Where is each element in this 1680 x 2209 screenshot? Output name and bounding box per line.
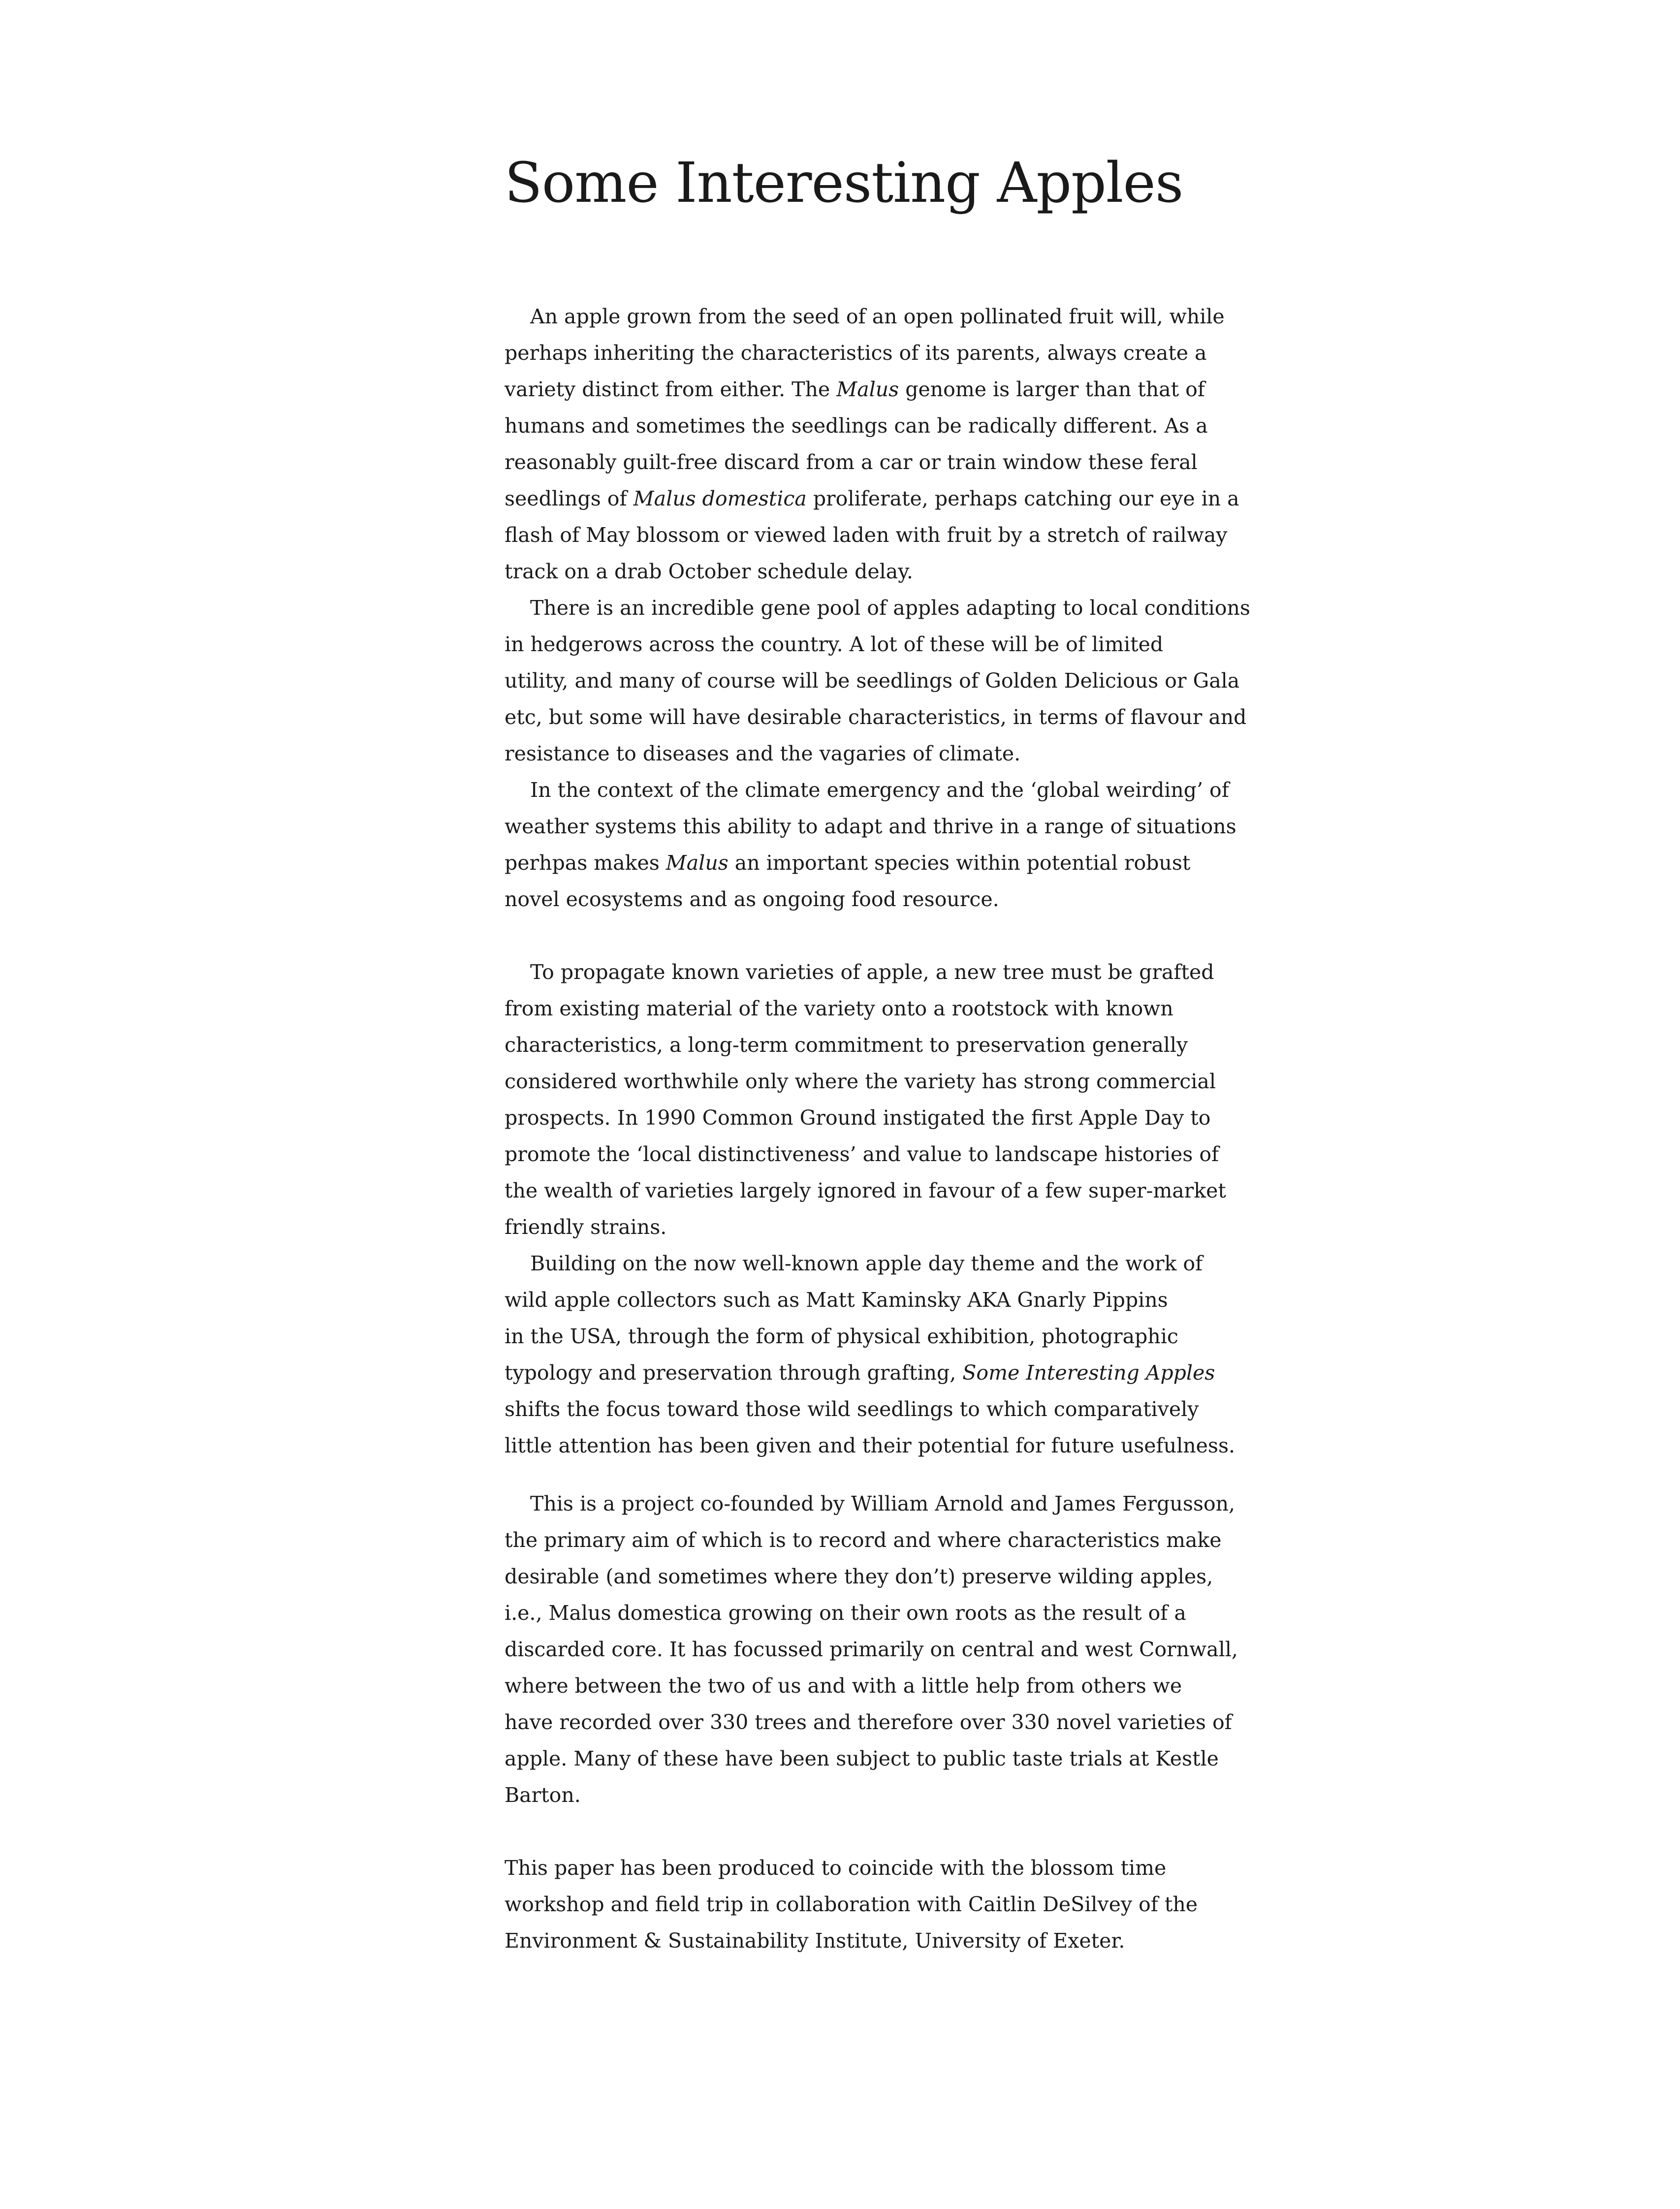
text-line: In the context of the climate emergency and the ‘global weirding’ of <box>530 778 1229 802</box>
text-line: prospects. In 1990 Common Ground instigated the first Apple Day to <box>505 1106 1211 1130</box>
text-line: in hedgerows across the country. A lot of these will be of limited <box>505 632 1164 656</box>
text-line: shifts the focus toward those wild seedlings to which comparatively <box>505 1397 1199 1421</box>
text-line: An apple grown from the seed of an open pollinated fruit will, while <box>530 305 1225 328</box>
text-line <box>505 1355 1215 1391</box>
paragraph-1 <box>505 298 1239 590</box>
paragraph-5 <box>505 1245 1236 1464</box>
text-line: the primary aim of which is to record and where characteristics make <box>505 1528 1222 1552</box>
text-line: track on a drab October schedule delay. <box>505 560 913 583</box>
text-line: workshop and field trip in collaboration with Caitlin DeSilvey of the <box>505 1893 1198 1916</box>
text-line: from existing material of the variety onto a rootstock with known <box>505 997 1173 1020</box>
text-line: i.e., Malus domestica growing on their own roots as the result of a <box>505 1601 1186 1625</box>
paragraph-gap <box>505 1813 1204 1850</box>
text-line: characteristics, a long-term commitment to preservation generally <box>505 1033 1188 1057</box>
text-line: etc, but some will have desirable characteristics, in terms of flavour and <box>505 705 1247 729</box>
italic-term: Malus <box>836 378 899 401</box>
text-line: wild apple collectors such as Matt Kaminsky AKA Gnarly Pippins <box>505 1288 1168 1312</box>
text-line: promote the ‘local distinctiveness’ and value to landscape histories of <box>505 1142 1219 1166</box>
text-line: There is an incredible gene pool of apples adapting to local conditions <box>530 596 1250 620</box>
paragraph-gap <box>505 1464 1204 1485</box>
text-line: considered worthwhile only where the variety has strong commercial <box>505 1070 1216 1093</box>
text-line: flash of May blossom or viewed laden with fruit by a stretch of railway <box>505 523 1228 547</box>
paragraph-6 <box>505 1485 1238 1813</box>
text-run: an important species within potential robust <box>728 851 1191 875</box>
paragraph-4 <box>505 954 1226 1245</box>
text-run: genome is larger than that of <box>899 378 1205 401</box>
text-line: resistance to diseases and the vagaries of climate. <box>505 742 1021 765</box>
text-line: friendly strains. <box>505 1215 667 1239</box>
paragraph-2 <box>505 590 1250 772</box>
text-line: reasonably guilt-free discard from a car or train window these feral <box>505 450 1198 474</box>
paragraph-7 <box>505 1850 1204 1959</box>
text-line <box>505 480 1239 517</box>
text-line: humans and sometimes the seedlings can be radically different. As a <box>505 414 1208 438</box>
text-line: have recorded over 330 trees and therefore over 330 novel varieties of <box>505 1710 1232 1734</box>
paragraph-3 <box>505 772 1236 917</box>
text-line: apple. Many of these have been subject to public taste trials at Kestle <box>505 1747 1219 1770</box>
text-run: perhpas makes <box>505 851 666 875</box>
text-run: variety distinct from either. The <box>505 378 837 401</box>
text-line: desirable (and sometimes where they don’t) preserve wilding apples, <box>505 1565 1213 1588</box>
italic-term: Malus domestica <box>633 487 807 510</box>
text-line: little attention has been given and their potential for future usefulness. <box>505 1434 1236 1457</box>
text-line: the wealth of varieties largely ignored in favour of a few super-market <box>505 1179 1226 1202</box>
text-line: To propagate known varieties of apple, a new tree must be grafted <box>530 960 1214 984</box>
text-run: seedlings of <box>505 487 634 510</box>
text-line: where between the two of us and with a little help from others we <box>505 1674 1182 1698</box>
text-line <box>505 845 1204 881</box>
text-line: utility, and many of course will be seedlings of Golden Delicious or Gala <box>505 669 1240 693</box>
italic-term: Malus <box>666 851 729 875</box>
text-line: Environment & Sustainability Institute, University of Exeter. <box>505 1929 1125 1953</box>
body-text <box>505 298 1250 1959</box>
text-line: in the USA, through the form of physical exhibition, photographic <box>505 1325 1178 1348</box>
text-line: This is a project co-founded by William Arnold and James Fergusson, <box>530 1492 1236 1515</box>
text-line: This paper has been produced to coincide with the blossom time <box>505 1856 1167 1880</box>
text-line: weather systems this ability to adapt and thrive in a range of situations <box>505 815 1236 838</box>
text-line: perhaps inheriting the characteristics of its parents, always create a <box>505 341 1207 365</box>
paragraph-gap <box>505 917 1204 954</box>
text-line: novel ecosystems and as ongoing food resource. <box>505 887 999 911</box>
text-run: proliferate, perhaps catching our eye in a <box>806 487 1239 510</box>
text-line <box>505 371 1204 408</box>
page-title: Some Interesting Apples <box>505 151 1183 215</box>
text-run: typology and preservation through grafting, <box>505 1361 963 1385</box>
text-line: Barton. <box>505 1783 581 1807</box>
text-line: Building on the now well-known apple day theme and the work of <box>530 1252 1203 1275</box>
italic-title: Some Interesting Apples <box>962 1361 1215 1385</box>
text-line: discarded core. It has focussed primarily on central and west Cornwall, <box>505 1638 1238 1661</box>
